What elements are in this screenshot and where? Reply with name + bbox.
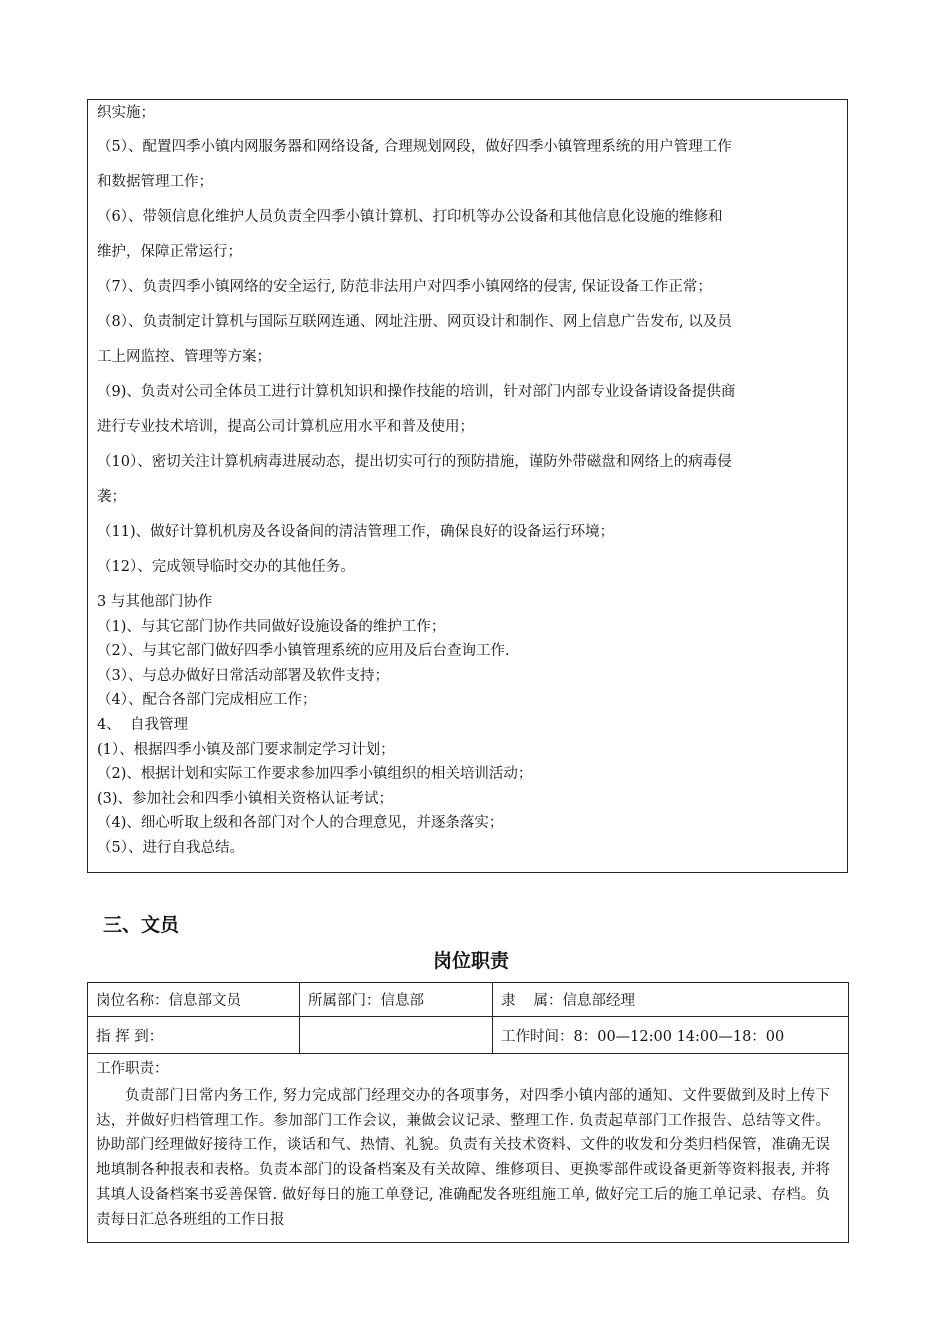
- duty-line: （5）、配置四季小镇内网服务器和网络设备, 合理规划网段，做好四季小镇管理系统的用户管理工作: [97, 139, 732, 155]
- duty-line: 工上网监控、管理等方案；: [97, 349, 271, 365]
- duties-cell: [88, 1054, 849, 1243]
- reports-to-value: 属：信息部经理: [533, 993, 635, 1009]
- duty-line: （9)、负责对公司全体员工进行计算机知识和操作技能的培训，针对部门内部专业设备请设备提供商: [97, 384, 736, 400]
- duty-line: 织实施；: [97, 105, 155, 121]
- reports-to-cell: [493, 983, 849, 1017]
- duties-label: 工作职责：: [96, 1061, 169, 1077]
- duty-line: (3)、参加社会和四季小镇相关资格认证考试；: [97, 790, 394, 807]
- section-heading: 三、文员: [103, 914, 180, 936]
- duties-text: 负责部门日常内务工作, 努力完成部门经理交办的各项事务，对四季小镇内部的通知、文件要做到及时上传下达，并做好归档管理工作。参加部门工作会议，兼做会议记录、整理工作. 负责起草部门工作报告、总结等文件。协助部门经理做好接待工作，谈话和气、热情、礼貌。负责有关技术资料、文件的收发和分类归档保管，准确无误地填制各种报表和表格。负责本部门的设备档案及有关故障、维修项目、更换零部件或设备更新等资料报表, 并将其填人设备档案书妥善保管. 做好每日的施工单登记, 准确配发各班组施工单, 做好完工后的施工单记录、存档。负责每日汇总各班组的工作日报: [96, 1088, 830, 1228]
- duty-line: （2）、与其它部门做好四季小镇管理系统的应用及后台查询工作.: [97, 643, 510, 660]
- duty-line: （10）、密切关注计算机病毒进展动态，提出切实可行的预防措施，谨防外带磁盘和网络上的病毒侵: [97, 454, 732, 470]
- table-row: [88, 1017, 849, 1054]
- command-cell: 指 挥 到：: [88, 1017, 300, 1054]
- duty-line: 袭；: [97, 489, 126, 505]
- duty-line: （4)、细心听取上级和各部门对个人的合理意见，并逐条落实；: [97, 815, 504, 832]
- duty-line: （8）、负责制定计算机与国际互联网连通、网址注册、网页设计和制作、网上信息广告发布, 以及员: [97, 314, 732, 330]
- duty-line: （2)、根据计划和实际工作要求参加四季小镇组织的相关培训活动；: [97, 766, 533, 783]
- duty-line: （5）、进行自我总结。: [97, 839, 244, 856]
- work-time-cell: 工作时间：8：00—12:00 14:00—18：00: [493, 1017, 849, 1054]
- duty-line: （3）、与总办做好日常活动部署及软件支持；: [97, 667, 389, 684]
- reports-to-label: 隶: [501, 993, 516, 1009]
- duty-line: （1)、与其它部门协作共同做好设施设备的维护工作；: [97, 618, 446, 635]
- duty-line: 和数据管理工作；: [97, 174, 213, 190]
- duty-line: （12）、完成领导临时交办的其他任务。: [97, 559, 355, 575]
- duties-continuation-box: [87, 99, 848, 873]
- duty-line: （11)、做好计算机机房及各设备间的清洁管理工作，确保良好的设备运行环境；: [97, 524, 615, 540]
- duty-line: （6）、带领信息化维护人员负责全四季小镇计算机、打印机等办公设备和其他信息化设施的维修和: [97, 209, 723, 225]
- duty-line: 进行专业技术培训，提高公司计算机应用水平和普及使用；: [97, 419, 474, 435]
- department-cell: 所属部门：信息部: [300, 983, 493, 1017]
- section-line-self-management: 4、 自我管理: [97, 716, 188, 733]
- duty-line: （7）、负责四季小镇网络的安全运行, 防范非法用户对四季小镇网络的侵害, 保证设备工作正常；: [97, 279, 712, 295]
- section-line-cooperation: 3 与其他部门协作: [97, 594, 213, 610]
- table-row: [88, 1054, 849, 1243]
- duty-line: (1）、根据四季小镇及部门要求制定学习计划；: [97, 741, 395, 758]
- table-row: [88, 983, 849, 1017]
- duty-line: （4）、配合各部门完成相应工作；: [97, 692, 317, 709]
- job-responsibility-table: [87, 982, 849, 1243]
- duty-line: 维护，保障正常运行；: [97, 244, 242, 260]
- position-name-cell: 岗位名称：信息部文员: [88, 983, 300, 1017]
- table-title: 岗位职责: [433, 950, 510, 972]
- command-value-cell: [300, 1017, 493, 1054]
